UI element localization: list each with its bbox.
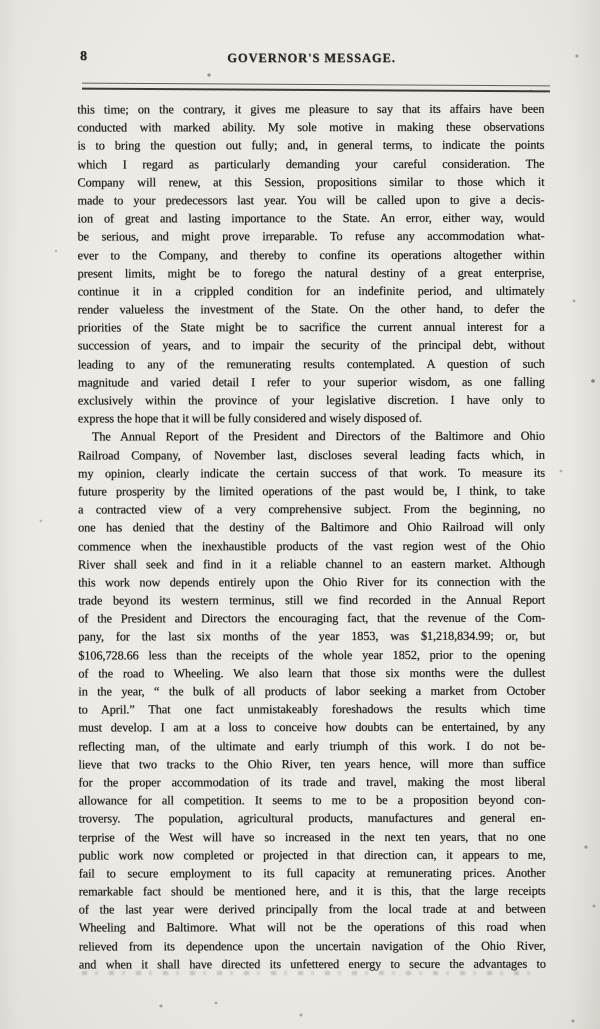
text-line: remarkable fact should be mentioned here, and it is this, that the large receipts [78, 883, 546, 899]
text-line: fail to secure employment to its full capacity at remunerating prices. Another [78, 865, 546, 881]
scan-noise-specks [0, 0, 2, 2]
text-line: my opinion, clearly indicate the certain success of that work. To measure its [77, 465, 545, 481]
text-line: Railroad Company, of November last, discloses several leading facts which, in [77, 447, 545, 462]
text-line: Wheeling and Baltimore. What will not be the operations of this road when [78, 920, 546, 935]
text-line: terprise of the West will have so increased in the next ten years, that no one [78, 829, 546, 844]
text-line: render valueless the investment of the State. On the other hand, to defer the [77, 301, 545, 317]
text-line: this work now depends entirely upon the Ohio River for its connection with the [78, 574, 546, 590]
text-line: commence when the inexhaustible products of the vast region west of the Ohio [78, 538, 546, 553]
text-line: to April.” That one fact unmistakeably foreshadows the results which time [78, 701, 546, 717]
header-rule [82, 83, 550, 93]
text-line: ion of great and lasting importance to the State. An error, either way, would [77, 210, 545, 226]
text-line: this time; on the contrary, it gives me pleasure to say that its affairs have been [77, 101, 545, 117]
text-line: pany, for the last six months of the year 1853, was $1,218,834.99; or, but [78, 629, 546, 644]
text-line: future prosperity by the limited operations of the past would be, I think, to take [77, 483, 545, 499]
text-line: which I regard as particularly demanding your careful consideration. The [77, 156, 545, 171]
text-line: of the last year were derived principally from the local trade at and between [78, 901, 546, 917]
text-line: priorities of the State might be to sacrifice the current annual interest for a [77, 319, 545, 335]
text-line: The Annual Report of the President and Directors of the Baltimore and Ohio [91, 428, 545, 444]
text-line: public work now completed or projected in that direction can, it appears to me, [78, 847, 546, 863]
page-header [78, 48, 545, 70]
text-line: continue it in a crippled condition for an indefinite period, and ultimately [77, 283, 545, 299]
text-line: in the year, “ the bulk of all products of labor seeking a market from October [78, 683, 546, 699]
text-line: express the hope that it will be fully considered and wisely disposed of. [77, 410, 422, 426]
text-line: for the proper accommodation of its trade and travel, making the most liberal [78, 774, 546, 790]
text-line: of the road to Wheeling. We also learn that those six months were the dullest [78, 665, 546, 681]
text-line: a contracted view of a very comprehensive subject. From the beginning, no [77, 501, 545, 517]
paragraph [78, 427, 546, 973]
faded-print-artifact [82, 971, 537, 975]
text-line: must develop. I am at a loss to conceive how doubts can be entertained, by any [78, 719, 546, 735]
text-line: one has denied that the destiny of the Baltimore and Ohio Railroad will only [77, 519, 545, 535]
text-line: ever to the Company, and thereby to confine its operations altogether within [77, 247, 545, 262]
page-title: GOVERNOR'S MESSAGE. [227, 51, 396, 65]
text-line: present limits, might be to forego the natural destiny of a great enterprise, [77, 265, 545, 281]
text-line: of the President and Directors the encouraging fact, that the revenue of the Com- [78, 610, 546, 626]
text-line: Company will renew, at this Session, propositions similar to those which it [77, 174, 545, 190]
text-line: lieve that two tracks to the Ohio River, ten years hence, will more than suffice [78, 756, 546, 772]
text-line: conducted with marked ability. My sole motive in making these observations [77, 119, 545, 135]
text-line: reflecting man, of the ultimate and early triumph of this work. I do not be- [78, 738, 546, 753]
body-text [77, 100, 546, 974]
text-line: relieved from its dependence upon the uncertain navigation of the Ohio River, [78, 938, 546, 954]
text-line: made to your predecessors last year. You will be called upon to give a decis- [77, 192, 545, 208]
text-line: magnitude and varied detail I refer to your superior wisdom, as one falling [77, 374, 545, 390]
text-line: troversy. The population, agricultural products, manufactures and general en- [78, 810, 546, 826]
text-line: succession of years, and to impair the security of the principal debt, without [77, 338, 545, 353]
text-line: $106,728.66 less than the receipts of the whole year 1852, prior to the opening [78, 647, 546, 663]
text-line: leading to any of the remunerating results contemplated. A question of such [77, 356, 545, 372]
text-line: is to bring the question out fully; and, in general terms, to indicate the points [77, 137, 545, 153]
paragraph [77, 100, 545, 428]
text-line: trade beyond its western terminus, still we find recorded in the Annual Report [78, 592, 546, 608]
text-line: exclusively within the province of your legislative discretion. I have only to [77, 392, 545, 408]
text-line: allowance for all competition. It seems to me to be a proposition beyond con- [78, 792, 546, 808]
text-line: be serious, and might prove irreparable. To refuse any accommodation what- [77, 228, 545, 244]
text-line: and when it shall have directed its unfettered energy to secure the advantages to [78, 956, 546, 972]
text-line: River shall seek and find in it a reliable channel to an eastern market. Although [78, 556, 546, 572]
page-number: 8 [80, 49, 87, 64]
